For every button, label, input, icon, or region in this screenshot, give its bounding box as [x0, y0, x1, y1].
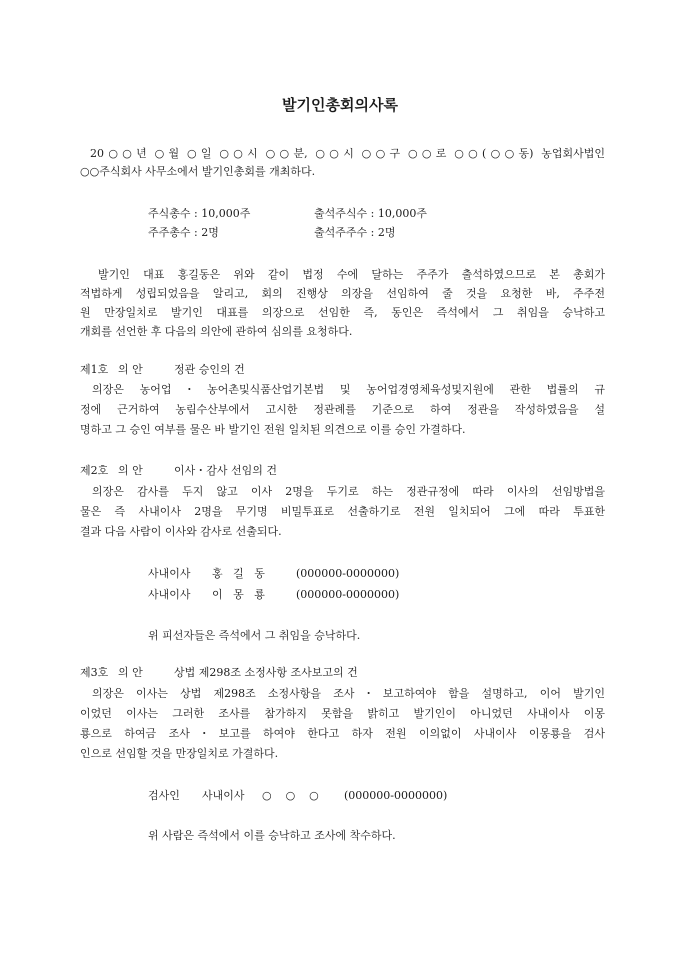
agenda1-no: 제1호	[80, 363, 109, 376]
director-1-id: (000000-0000000)	[296, 567, 400, 580]
agenda3-subject: 상법 제298조 소정사항 조사보고의 건	[174, 666, 358, 679]
opening-line-1: 발기인 대표 홍길동은 위와 같이 법정 수에 달하는 주주가 출석하였으므로 본 총회가	[98, 268, 605, 281]
inspector-role: 사내이사	[202, 789, 245, 802]
agenda3-body-3: 룡으로 하여금 조사・보고를 하여야 한다고 하자 전원 이의없이 사내이사 이몽룡을 검사	[80, 727, 605, 740]
inspector-id: (000000-0000000)	[344, 789, 448, 802]
inspector-name: ○ ○ ○	[262, 789, 319, 802]
agenda2-label: 의 안	[118, 464, 143, 477]
agenda2-subject: 이사・감사 선임의 건	[174, 464, 278, 477]
agenda2-body-1: 의장은 감사를 두지 않고 이사 2명을 두기로 하는 정관규정에 따라 이사의 선임방법을	[92, 485, 605, 498]
agenda3-body-1: 의장은 이사는 상법 제298조 소정사항을 조사・보고하여야 함을 설명하고, 이어 발기인	[92, 687, 605, 700]
director-1-name: 홍 길 동	[212, 567, 265, 580]
inspector-title: 검사인	[148, 789, 180, 802]
agenda3-accept: 위 사람은 즉석에서 이를 승낙하고 조사에 착수하다.	[148, 829, 396, 842]
agenda1-body-1: 의장은 농어업・농어촌및식품산업기본법 및 농어업경영체육성및지원에 관한 법률의 규	[92, 383, 605, 396]
agenda3-label: 의 안	[118, 666, 143, 679]
attended-shares: 출석주식수 : 10,000주	[314, 207, 427, 220]
total-shares: 주식총수 : 10,000주	[148, 207, 251, 220]
director-1-role: 사내이사	[148, 567, 191, 580]
document-title: 발기인총회의사록	[282, 96, 398, 114]
opening-line-2: 적법하게 성립되었음을 알리고, 회의 진행상 의장을 선임하여 줄 것을 요청한 바, 주주전	[80, 287, 605, 300]
agenda3-body-4: 인으로 선임할 것을 만장일치로 가결하다.	[80, 747, 279, 760]
agenda1-subject: 정관 승인의 건	[174, 363, 245, 376]
agenda1-body-2: 정에 근거하여 농림수산부에서 고시한 정관례를 기준으로 하여 정관을 작성하였음을 설	[80, 403, 605, 416]
director-2-name: 이 몽 룡	[212, 588, 265, 601]
agenda1-label: 의 안	[118, 363, 143, 376]
director-2-role: 사내이사	[148, 588, 191, 601]
agenda2-body-2: 물은 즉 사내이사 2명을 무기명 비밀투표로 선출하기로 전원 일치되어 그에 따라 투표한	[80, 505, 605, 518]
agenda3-no: 제3호	[80, 666, 109, 679]
intro-line-2: ○○주식회사 사무소에서 발기인총회를 개최하다.	[80, 165, 316, 178]
agenda3-body-2: 이었던 이사는 그러한 조사를 참가하지 못함을 밝히고 발기인이 아니었던 사내이사 이몽	[80, 707, 605, 720]
total-shareholders: 주주총수 : 2명	[148, 226, 219, 239]
agenda2-no: 제2호	[80, 464, 109, 477]
director-2-id: (000000-0000000)	[296, 588, 400, 601]
intro-line-1: 20○○년 ○월 ○일 ○○시 ○○분, ○○시 ○○구 ○○로 ○○(○○동) 농업회사법인	[90, 147, 605, 160]
opening-line-3: 원 만장일치로 발기인 대표를 의장으로 선임한 즉, 동인은 즉석에서 그 취임을 승낙하고	[80, 306, 605, 319]
agenda1-body-3: 명하고 그 승인 여부를 물은 바 발기인 전원 일치된 의견으로 이를 승인 가결하다.	[80, 423, 466, 436]
agenda2-accept: 위 피선자들은 즉석에서 그 취임을 승낙하다.	[148, 629, 361, 642]
agenda2-body-3: 결과 다음 사람이 이사와 감사로 선출되다.	[80, 525, 282, 538]
opening-line-4: 개회를 선언한 후 다음의 의안에 관하여 심의를 요청하다.	[80, 325, 353, 338]
attended-shareholders: 출석주주수 : 2명	[314, 226, 396, 239]
